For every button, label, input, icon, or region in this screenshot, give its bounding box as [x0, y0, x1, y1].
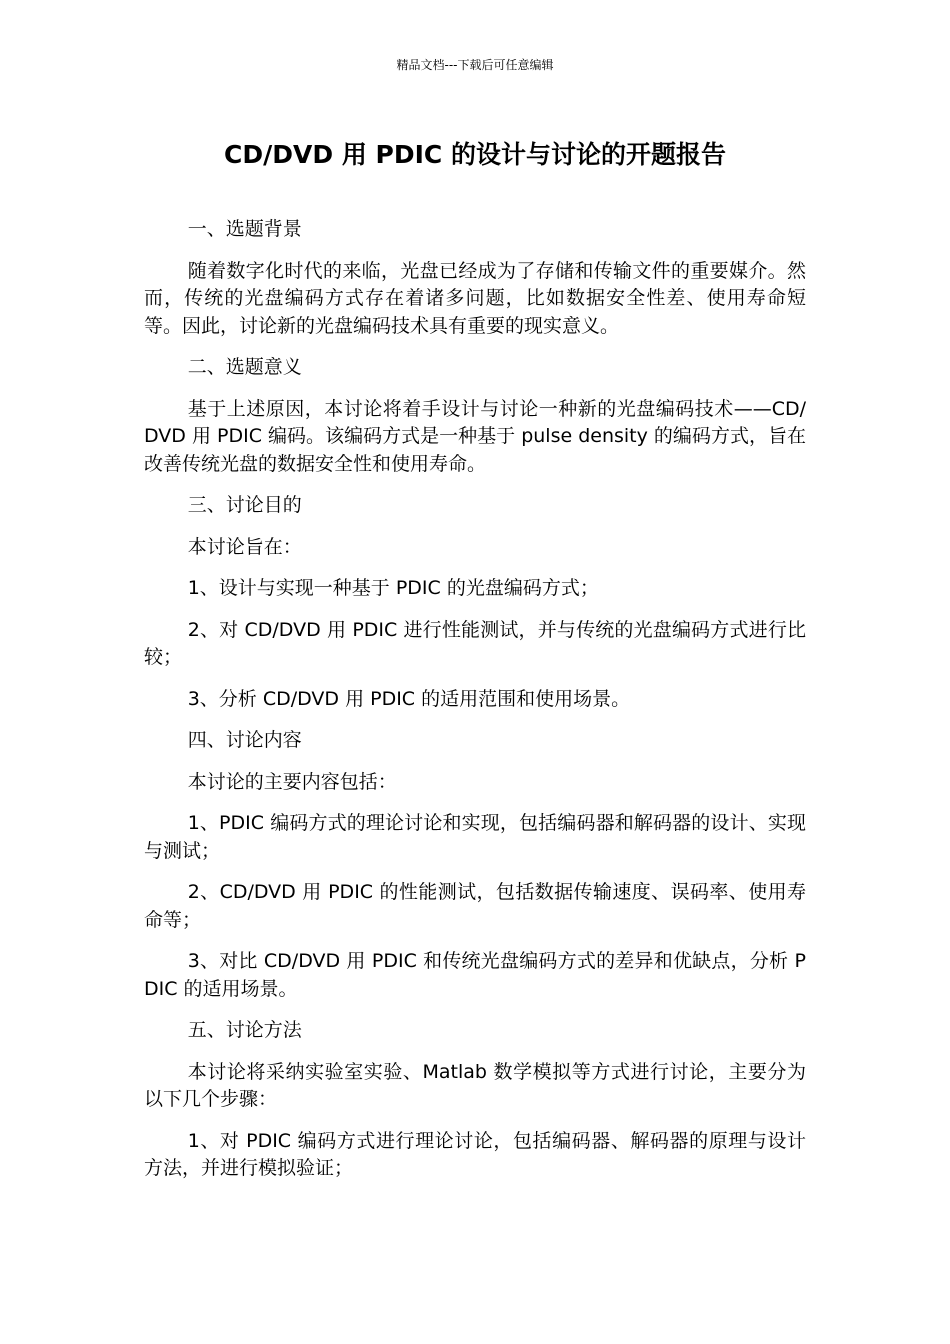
content-item-2: 2、CD/DVD 用 PDIC 的性能测试，包括数据传输速度、误码率、使用寿命等；	[144, 881, 806, 931]
paragraph-content-intro: 本讨论的主要内容包括：	[187, 770, 397, 793]
section-heading-objectives: 三、讨论目的	[187, 494, 302, 516]
page-header: 精品文档---下载后可任意编辑	[396, 58, 554, 72]
objective-item-3: 3、分析 CD/DVD 用 PDIC 的适用范围和使用场景。	[187, 687, 631, 710]
section-heading-content: 四、讨论内容	[187, 729, 302, 751]
method-item-1: 1、对 PDIC 编码方式进行理论讨论，包括编码器、解码器的原理与设计方法，并进行模拟验证；	[144, 1129, 806, 1179]
section-heading-methods: 五、讨论方法	[187, 1019, 302, 1041]
objective-item-1: 1、设计与实现一种基于 PDIC 的光盘编码方式；	[187, 577, 599, 599]
document-body	[144, 216, 806, 1197]
content-item-1: 1、PDIC 编码方式的理论讨论和实现，包括编码器和解码器的设计、实现与测试；	[144, 812, 806, 862]
section-heading-significance: 二、选题意义	[187, 356, 302, 378]
content-item-3: 3、对比 CD/DVD 用 PDIC 和传统光盘编码方式的差异和优缺点，分析 PDIC 的适用场景。	[144, 950, 806, 1000]
document-title: CD/DVD 用 PDIC 的设计与讨论的开题报告	[224, 140, 726, 169]
paragraph-background: 随着数字化时代的来临，光盘已经成为了存储和传输文件的重要媒介。然而，传统的光盘编码方式存在着诸多问题，比如数据安全性差、使用寿命短等。因此，讨论新的光盘编码技术具有重要的现实意义。	[144, 259, 806, 337]
paragraph-significance: 基于上述原因，本讨论将着手设计与讨论一种新的光盘编码技术——CD/DVD 用 PDIC 编码。该编码方式是一种基于 pulse density 的编码方式，旨在改善传统光盘的数据安全性和使用寿命。	[144, 397, 806, 475]
paragraph-methods-intro: 本讨论将采纳实验室实验、Matlab 数学模拟等方式进行讨论，主要分为以下几个步骤：	[144, 1060, 806, 1110]
section-heading-background: 一、选题背景	[187, 218, 302, 240]
objective-item-2: 2、对 CD/DVD 用 PDIC 进行性能测试，并与传统的光盘编码方式进行比较；	[144, 618, 806, 668]
paragraph-objectives-intro: 本讨论旨在：	[187, 535, 302, 558]
